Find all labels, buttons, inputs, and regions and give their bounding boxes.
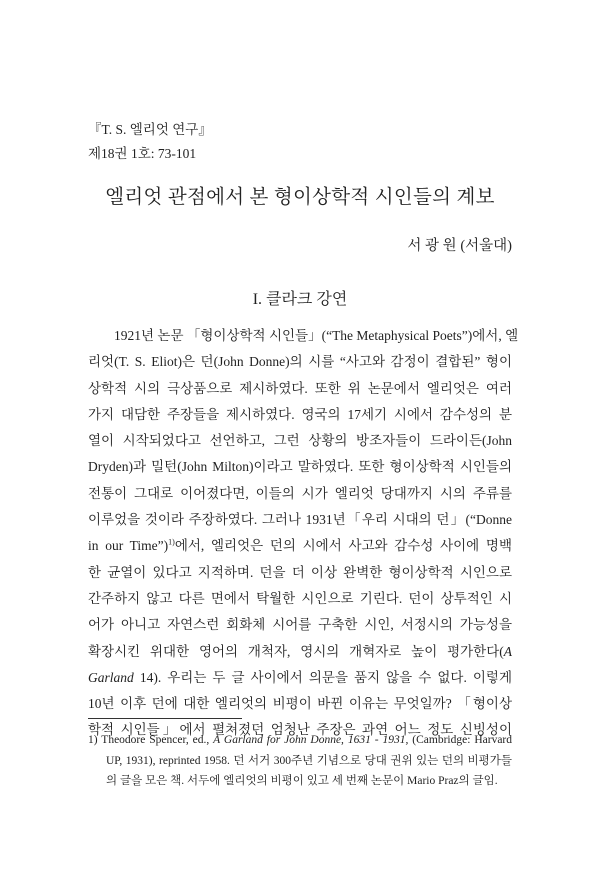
body-line: 전통이 그대로 이어졌다면, 이들의 시가 엘리엇 당대까지 시의 주류를 <box>88 485 512 501</box>
body-line: 이루었을 것이라 주장하였다. 그러나 1931년「우리 시대의 던」(“Donne <box>88 512 512 528</box>
journal-name: 『T. S. 엘리엇 연구』 <box>88 122 212 137</box>
footnote-line: 1) Theodore Spencer, ed., A Garland for John Donne, 1631 - 1931, (Cambridge: Harvard <box>88 734 513 746</box>
footnote-reference[interactable]: 1) <box>168 537 175 547</box>
article-title: 엘리엇 관점에서 본 형이상학적 시인들의 계보 <box>105 187 495 208</box>
journal-info <box>88 118 212 166</box>
body-line: 리엇(T. S. Eliot)은 던(John Donne)의 시를 “사고와 감정이 결합된” 형이 <box>88 354 512 370</box>
body-line: Dryden)과 밀턴(John Milton)이라고 말하였다. 또한 형이상학적 시인들의 <box>88 459 512 475</box>
body-line: 확장시킨 위대한 영어의 개척자, 영시의 개혁자로 높이 평가한다(A <box>88 643 512 659</box>
footnote <box>88 730 512 792</box>
body-line: 상학적 시의 극상품으로 제시하였다. 또한 위 논문에서 엘리엇은 여러 <box>88 380 512 396</box>
body-line: 간주하지 않고 다른 면에서 탁월한 시인으로 기린다. 던이 상투적인 시 <box>88 590 512 606</box>
body-line: 한 균열이 있다고 지적하며. 던을 더 이상 완벽한 형이상학적 시인으로 <box>88 564 512 580</box>
footnote-divider <box>88 718 242 719</box>
body-line: 10년 이후 던에 대한 엘리엇의 비평이 바뀐 이유는 무엇일까? 「형이상 <box>88 696 512 712</box>
footnote-line: UP, 1931), reprinted 1958. 던 서거 300주년 기념으로 당대 권위 있는 던의 비평가들 <box>106 754 512 767</box>
footnote-line: 의 글을 모은 책. 서두에 엘리엇의 비평이 있고 세 번째 논문이 Mario Praz의 글임. <box>106 775 498 787</box>
body-line: 1921년 논문 「형이상학적 시인들」(“The Metaphysical Poets”)에서, 엘 <box>114 328 519 343</box>
section-heading: I. 클라크 강연 <box>252 291 348 308</box>
body-text <box>88 323 519 744</box>
body-line: Garland 14). 우리는 두 글 사이에서 의문을 품지 않을 수 없다. 이렇게 <box>88 669 512 685</box>
body-line: 학적 시인들」에서 펼쳐졌던 엄청난 주장은 과연 어느 정도 신빙성이 <box>88 722 512 738</box>
author-name: 서 광 원 (서울대) <box>407 238 512 254</box>
body-line: 어가 아니고 자연스런 회화체 시어를 구축한 시인, 서정시의 가능성을 <box>88 617 512 633</box>
body-line: 열이 시작되었다고 선언하고, 그런 상황의 방조자들이 드라이든(John <box>88 433 512 449</box>
body-line: 가지 대담한 주장들을 제시하였다. 영국의 17세기 시에서 감수성의 분 <box>88 406 512 422</box>
journal-issue: 제18권 1호: 73-101 <box>88 146 197 161</box>
body-line: in our Time”)$^{1)}$에서, 엘리엇은 던의 시에서 사고와 감수성 사이에 명백 <box>88 537 512 554</box>
